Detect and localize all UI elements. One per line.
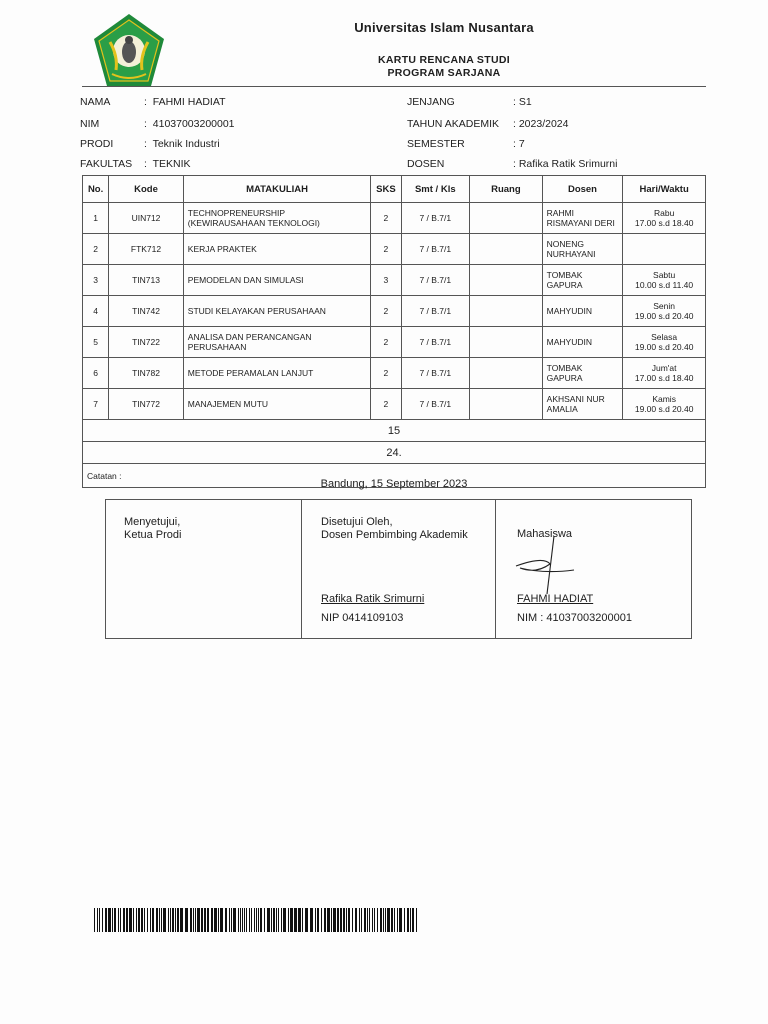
barcode-bar [288, 908, 289, 932]
barcode-bar [407, 908, 409, 932]
cell-sks: 2 [371, 358, 401, 389]
barcode-bar [387, 908, 390, 932]
col-header-kode: Kode [109, 176, 184, 203]
barcode-bar [195, 908, 196, 932]
barcode-bar [229, 908, 230, 932]
table-row [83, 389, 706, 420]
waktu: 17.00 s.d 18.40 [634, 373, 694, 383]
barcode-bar [156, 908, 158, 932]
semester-label: SEMESTER [407, 138, 465, 150]
cell-no: 3 [83, 265, 109, 296]
jenjang-value: S1 [518, 96, 532, 108]
hari: Senin [653, 301, 676, 311]
barcode-bar [225, 908, 227, 932]
cell-ruang [470, 265, 543, 296]
barcode-bar [108, 908, 111, 932]
cell-no: 2 [83, 234, 109, 265]
barcode-bar [204, 908, 206, 932]
barcode-bar [238, 908, 239, 932]
barcode-bar [352, 908, 353, 932]
col-header-no: No. [83, 176, 109, 203]
document-title-line-1: KARTU RENCANA STUDI [378, 54, 510, 66]
barcode-bar [331, 908, 332, 932]
barcode-bar [251, 908, 252, 932]
barcode-bar [244, 908, 245, 932]
prodi-value: Teknik Industri [152, 138, 220, 150]
tahun-akademik-value-row: : 2023/2024 [513, 118, 569, 130]
col-header-ruang: Ruang [470, 176, 543, 203]
dosen-line-1: MAHYUDIN [546, 306, 592, 316]
dosen-line-2: RISMAYANI DERI [546, 218, 615, 228]
course-table [82, 175, 706, 488]
barcode-bar [412, 908, 414, 932]
cell-kode: TIN713 [109, 265, 184, 296]
barcode-bar [168, 908, 169, 932]
cell-matakuliah [183, 389, 371, 420]
cell-sks: 2 [371, 327, 401, 358]
student-info-right [407, 96, 707, 176]
barcode-bar [177, 908, 179, 932]
barcode-bar [383, 908, 384, 932]
waktu: 19.00 s.d 20.40 [634, 404, 694, 414]
cell-hari-waktu [623, 265, 706, 296]
jenjang-label: JENJANG [407, 96, 455, 108]
barcode-bar [337, 908, 339, 932]
mahasiswa-title: Mahasiswa [517, 528, 573, 540]
cell-hari-waktu [623, 327, 706, 358]
matakuliah-line-2: PERUSAHAAN [187, 342, 247, 352]
kaprodi-title [124, 516, 181, 542]
barcode-bar [315, 908, 316, 932]
barcode-bar [385, 908, 386, 932]
barcode-bar [348, 908, 350, 932]
cell-kode: FTK712 [109, 234, 184, 265]
barcode-bar [276, 908, 277, 932]
barcode-bar [214, 908, 217, 932]
total-sks: 15 [83, 420, 706, 442]
col-header-hari-waktu: Hari/Waktu [623, 176, 706, 203]
cell-sks: 2 [371, 296, 401, 327]
barcode-bar [190, 908, 192, 932]
barcode-bar [94, 908, 95, 932]
dosen-line-1: MAHYUDIN [546, 337, 592, 347]
dosen-pa-title-line-1: Disetujui Oleh, [321, 516, 393, 528]
barcode-bar [380, 908, 382, 932]
cell-no: 1 [83, 203, 109, 234]
nama-value-row: : FAHMI HADIAT [144, 96, 226, 108]
dosen-pa-nip: NIP 0414109103 [321, 612, 404, 624]
total-sks-row [83, 420, 706, 442]
mahasiswa-nim: NIM : 41037003200001 [517, 612, 632, 624]
cell-hari-waktu [623, 234, 706, 265]
cell-kode: TIN772 [109, 389, 184, 420]
cell-smt-kls: 7 / B.7/1 [401, 234, 470, 265]
cell-kode: TIN722 [109, 327, 184, 358]
barcode-bar [161, 908, 162, 932]
barcode-bar [367, 908, 368, 932]
table-row [83, 265, 706, 296]
barcode-bar [283, 908, 286, 932]
barcode-bar [159, 908, 160, 932]
cell-matakuliah [183, 296, 371, 327]
barcode-bar [317, 908, 319, 932]
cell-dosen [542, 296, 623, 327]
matakuliah-line-1: PEMODELAN DAN SIMULASI [187, 275, 304, 285]
prodi-label: PRODI [80, 138, 114, 150]
barcode-bar [138, 908, 140, 932]
waktu: 17.00 s.d 18.40 [634, 218, 694, 228]
barcode-bar [264, 908, 265, 932]
barcode [94, 908, 420, 932]
handwritten-signature [514, 534, 584, 598]
matakuliah-line-1: STUDI KELAYAKAN PERUSAHAAN [187, 306, 326, 316]
barcode-bar [298, 908, 301, 932]
kaprodi-signature [106, 500, 302, 638]
barcode-bar [175, 908, 176, 932]
hari: Jum'at [651, 363, 677, 373]
document-title [250, 54, 638, 80]
barcode-bar [126, 908, 128, 932]
barcode-bar [281, 908, 282, 932]
barcode-bar [278, 908, 279, 932]
barcode-bar [258, 908, 259, 932]
cell-no: 5 [83, 327, 109, 358]
barcode-bar [346, 908, 347, 932]
cell-hari-waktu [623, 296, 706, 327]
barcode-bar [324, 908, 326, 932]
cell-matakuliah [183, 203, 371, 234]
matakuliah-line-1: ANALISA DAN PERANCANGAN [187, 332, 312, 342]
dosen-line-2: GAPURA [546, 280, 583, 290]
barcode-bar [254, 908, 255, 932]
matakuliah-line-1: KERJA PRAKTEK [187, 244, 257, 254]
prodi-value-row: : Teknik Industri [144, 138, 220, 150]
barcode-bar [240, 908, 241, 932]
barcode-bar [333, 908, 336, 932]
cell-matakuliah [183, 327, 371, 358]
barcode-bar [147, 908, 148, 932]
nama-value: FAHMI HADIAT [152, 96, 226, 108]
barcode-bar [416, 908, 417, 932]
barcode-bar [399, 908, 402, 932]
cell-hari-waktu [623, 358, 706, 389]
dosen-signature [301, 500, 496, 638]
tahun-akademik-value: 2023/2024 [518, 118, 569, 130]
cell-sks: 2 [371, 203, 401, 234]
header-divider [82, 86, 706, 87]
barcode-bar [193, 908, 194, 932]
barcode-bar [310, 908, 313, 932]
nim-value-row: : 41037003200001 [144, 118, 235, 130]
cell-smt-kls: 7 / B.7/1 [401, 296, 470, 327]
barcode-bar [97, 908, 98, 932]
barcode-bar [207, 908, 209, 932]
dosen-line-1: NONENG [546, 239, 584, 249]
table-row [83, 296, 706, 327]
barcode-bar [144, 908, 145, 932]
barcode-bar [273, 908, 275, 932]
barcode-bar [294, 908, 297, 932]
barcode-bar [355, 908, 357, 932]
barcode-bar [99, 908, 100, 932]
barcode-bar [271, 908, 272, 932]
nama-label: NAMA [80, 96, 111, 108]
dosen-label: DOSEN [407, 158, 445, 170]
barcode-bar [197, 908, 200, 932]
dosen-line-1: RAHMI [546, 208, 575, 218]
barcode-bar [394, 908, 395, 932]
barcode-bar [372, 908, 373, 932]
cell-dosen [542, 358, 623, 389]
barcode-bar [391, 908, 393, 932]
barcode-bar [231, 908, 232, 932]
nim-label: NIM [80, 118, 100, 130]
cell-sks: 2 [371, 389, 401, 420]
barcode-bar [218, 908, 219, 932]
dosen-line-2: NURHAYANI [546, 249, 596, 259]
barcode-bar [136, 908, 137, 932]
barcode-bar [267, 908, 270, 932]
barcode-bar [141, 908, 143, 932]
mahasiswa-name: FAHMI HADIAT [517, 593, 594, 605]
matakuliah-line-1: METODE PERAMALAN LANJUT [187, 368, 314, 378]
barcode-bar [114, 908, 116, 932]
cell-matakuliah [183, 265, 371, 296]
cell-smt-kls: 7 / B.7/1 [401, 389, 470, 420]
barcode-bar [364, 908, 366, 932]
cell-ruang [470, 296, 543, 327]
table-row [83, 327, 706, 358]
hari: Sabtu [653, 270, 676, 280]
cell-dosen [542, 234, 623, 265]
barcode-bar [129, 908, 132, 932]
jenjang-value-row: : S1 [513, 96, 532, 108]
barcode-bar [170, 908, 171, 932]
barcode-bar [410, 908, 411, 932]
barcode-bar [220, 908, 223, 932]
cell-no: 7 [83, 389, 109, 420]
semester-value: 7 [518, 138, 525, 150]
barcode-bar [290, 908, 293, 932]
dosen-line-1: TOMBAK [546, 270, 583, 280]
cell-smt-kls: 7 / B.7/1 [401, 327, 470, 358]
date-line: Bandung, 15 September 2023 [320, 478, 468, 490]
signature-box [105, 499, 692, 639]
barcode-bar [112, 908, 113, 932]
col-header-smt-kls: Smt / Kls [401, 176, 470, 203]
dosen-line-2: AMALIA [546, 404, 578, 414]
barcode-bar [118, 908, 119, 932]
barcode-bar [249, 908, 250, 932]
barcode-bar [397, 908, 398, 932]
fakultas-label: FAKULTAS [80, 158, 133, 170]
barcode-bar [211, 908, 213, 932]
barcode-bar [133, 908, 134, 932]
cell-kode: TIN742 [109, 296, 184, 327]
university-name: Universitas Islam Nusantara [354, 20, 534, 35]
barcode-bar [305, 908, 308, 932]
dosen-value: Rafika Ratik Srimurni [518, 158, 618, 170]
hari: Selasa [651, 332, 678, 342]
waktu: 19.00 s.d 20.40 [634, 342, 694, 352]
matakuliah-line-1: MANAJEMEN MUTU [187, 399, 269, 409]
max-sks-row [83, 442, 706, 464]
tahun-akademik-label: TAHUN AKADEMIK [407, 118, 499, 130]
dosen-pa-name: Rafika Ratik Srimurni [321, 593, 425, 605]
cell-ruang [470, 358, 543, 389]
table-row [83, 358, 706, 389]
hari: Rabu [653, 208, 675, 218]
col-header-matakuliah: MATAKULIAH [183, 176, 371, 203]
barcode-bar [256, 908, 257, 932]
barcode-bar [242, 908, 243, 932]
col-header-sks: SKS [371, 176, 401, 203]
mahasiswa-signature [496, 500, 691, 638]
waktu: 10.00 s.d 11.40 [635, 280, 694, 290]
kaprodi-title-line-1: Menyetujui, [124, 516, 181, 528]
barcode-bar [359, 908, 360, 932]
cell-hari-waktu [623, 203, 706, 234]
barcode-bar [102, 908, 103, 932]
dosen-line-2: GAPURA [546, 373, 583, 383]
dosen-value-row: : Rafika Ratik Srimurni [513, 158, 618, 170]
barcode-bar [260, 908, 262, 932]
nim-value: 41037003200001 [152, 118, 235, 130]
cell-kode: TIN782 [109, 358, 184, 389]
hari: Kamis [652, 394, 676, 404]
col-header-dosen: Dosen [542, 176, 623, 203]
cell-smt-kls: 7 / B.7/1 [401, 265, 470, 296]
barcode-bar [302, 908, 303, 932]
dosen-line-1: AKHSANI NUR [546, 394, 605, 404]
barcode-bar [185, 908, 188, 932]
cell-dosen [542, 203, 623, 234]
barcode-bar [404, 908, 405, 932]
matakuliah-line-2: (KEWIRAUSAHAAN TEKNOLOGI) [187, 218, 320, 228]
waktu: 19.00 s.d 20.40 [634, 311, 694, 321]
cell-matakuliah [183, 358, 371, 389]
student-info-left [80, 96, 380, 176]
table-header-row [83, 176, 706, 203]
dosen-pa-title [321, 516, 468, 542]
barcode-bar [377, 908, 378, 932]
cell-kode: UIN712 [109, 203, 184, 234]
barcode-bar [246, 908, 247, 932]
document-title-line-2: PROGRAM SARJANA [387, 67, 501, 79]
barcode-bar [163, 908, 166, 932]
matakuliah-line-1: TECHNOPRENEURSHIP [187, 208, 286, 218]
barcode-bar [369, 908, 370, 932]
cell-ruang [470, 389, 543, 420]
fakultas-value: TEKNIK [152, 158, 191, 170]
barcode-bar [374, 908, 375, 932]
barcode-bar [152, 908, 154, 932]
cell-smt-kls: 7 / B.7/1 [401, 358, 470, 389]
cell-dosen [542, 389, 623, 420]
cell-ruang [470, 327, 543, 358]
barcode-bar [180, 908, 183, 932]
kaprodi-title-line-2: Ketua Prodi [124, 529, 182, 541]
dosen-pa-title-line-2: Dosen Pembimbing Akademik [321, 529, 468, 541]
cell-no: 6 [83, 358, 109, 389]
barcode-bar [340, 908, 342, 932]
cell-sks: 2 [371, 234, 401, 265]
fakultas-value-row: : TEKNIK [144, 158, 191, 170]
university-logo [90, 12, 168, 90]
cell-no: 4 [83, 296, 109, 327]
cell-dosen [542, 265, 623, 296]
barcode-bar [105, 908, 107, 932]
dosen-line-1: TOMBAK [546, 363, 583, 373]
cell-ruang [470, 203, 543, 234]
cell-matakuliah [183, 234, 371, 265]
cell-hari-waktu [623, 389, 706, 420]
barcode-bar [201, 908, 203, 932]
barcode-bar [233, 908, 236, 932]
max-sks: 24. [83, 442, 706, 464]
table-row [83, 234, 706, 265]
cell-sks: 3 [371, 265, 401, 296]
barcode-bar [150, 908, 151, 932]
barcode-bar [361, 908, 362, 932]
semester-value-row: : 7 [513, 138, 525, 150]
barcode-bar [327, 908, 330, 932]
cell-ruang [470, 234, 543, 265]
barcode-bar [120, 908, 121, 932]
barcode-bar [172, 908, 174, 932]
barcode-bar [343, 908, 345, 932]
catatan-label: Catatan : [83, 464, 706, 488]
barcode-bar [321, 908, 322, 932]
cell-smt-kls: 7 / B.7/1 [401, 203, 470, 234]
table-row [83, 203, 706, 234]
cell-dosen [542, 327, 623, 358]
barcode-bar [123, 908, 125, 932]
